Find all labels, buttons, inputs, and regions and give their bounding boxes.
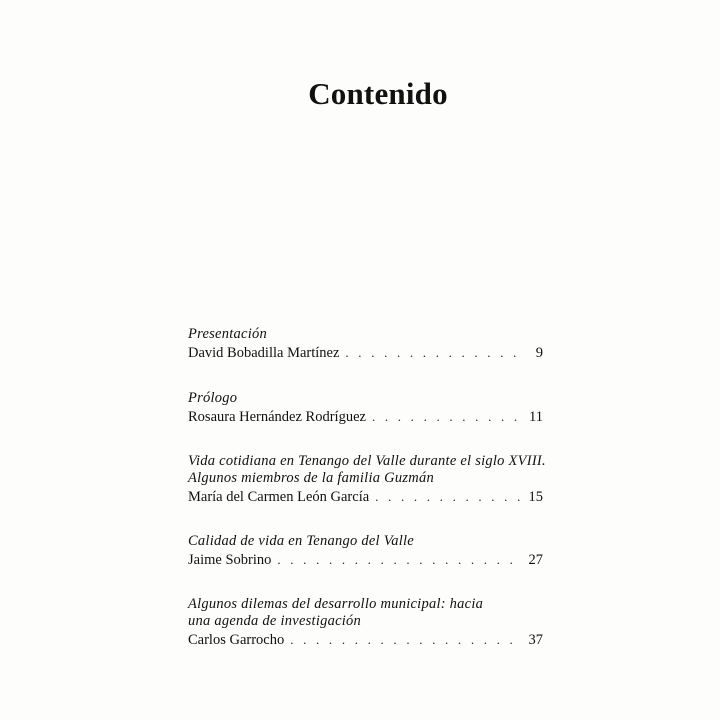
toc-entry-prologo: [188, 390, 543, 427]
toc-entry-dilemas-desarrollo: [188, 596, 543, 650]
dot-leader: [277, 550, 521, 569]
entry-line: [188, 407, 543, 427]
entry-author: Jaime Sobrino: [188, 552, 272, 568]
entry-page-number: 15: [528, 489, 543, 505]
page-title: Contenido: [308, 76, 448, 111]
toc-entry-calidad-de-vida: [188, 533, 543, 570]
dot-leader: [290, 630, 521, 649]
entry-title-continued: Algunos miembros de la familia Guzmán: [188, 470, 434, 486]
entry-title: Calidad de vida en Tenango del Valle: [188, 533, 414, 549]
entry-title: Presentación: [188, 326, 267, 342]
dot-leader: [345, 343, 521, 362]
entry-author: David Bobadilla Martínez: [188, 345, 340, 361]
entry-line: [188, 343, 543, 363]
entry-author: Carlos Garrocho: [188, 632, 285, 648]
dot-leader: [372, 407, 521, 426]
entry-page-number: 37: [528, 632, 543, 648]
toc-entry-presentacion: [188, 326, 543, 363]
entry-page-number: 9: [535, 345, 543, 361]
entry-page-number: 11: [529, 409, 543, 425]
entry-author: María del Carmen León García: [188, 489, 370, 505]
entry-page-number: 27: [528, 552, 543, 568]
entry-line: [188, 550, 543, 570]
entry-title: Vida cotidiana en Tenango del Valle durante el siglo XVIII.: [188, 453, 546, 469]
entry-line: [188, 630, 543, 650]
entry-title-continued: una agenda de investigación: [188, 613, 362, 629]
dot-leader: [375, 487, 521, 506]
entry-line: [188, 487, 543, 507]
toc-entry-vida-cotidiana: [188, 453, 546, 507]
entry-author: Rosaura Hernández Rodríguez: [188, 409, 366, 425]
entry-title: Algunos dilemas del desarrollo municipal: hacia: [188, 596, 484, 612]
entry-title: Prólogo: [188, 390, 238, 406]
